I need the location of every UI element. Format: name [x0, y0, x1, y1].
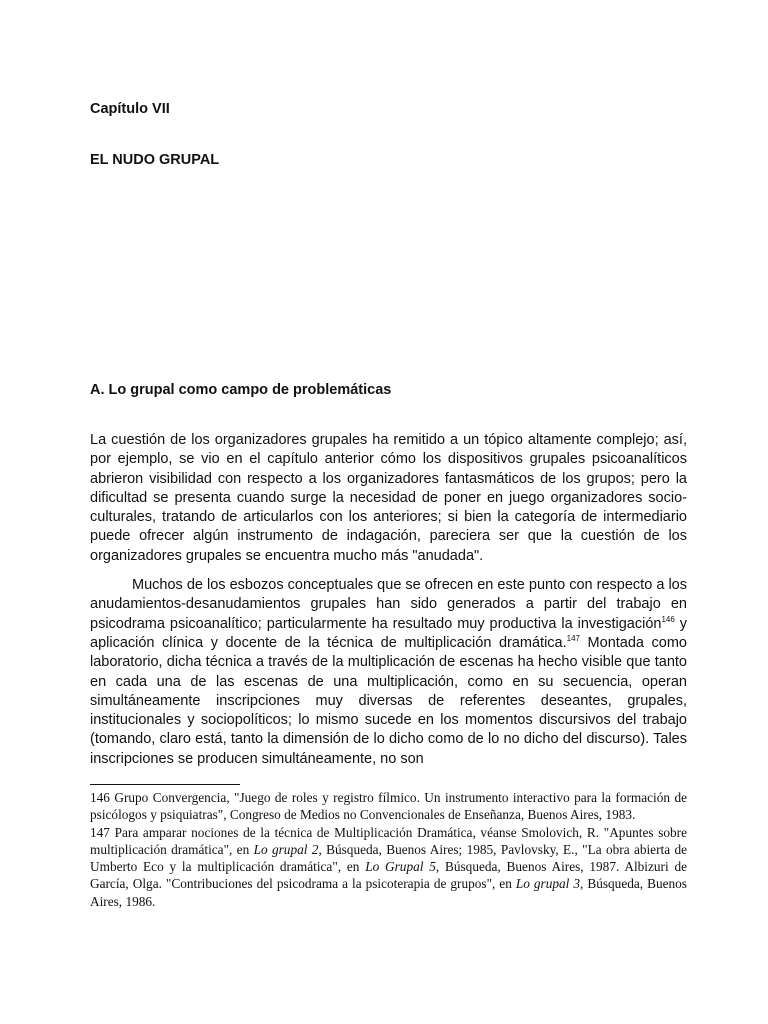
paragraph-2-part-3: Montada como laboratorio, dicha técnica a través de la multiplicación de escenas ha hecho visible que tanto en cada una de las escenas de una multiplicación, como en su secuencia, operan simultáneamente inscripciones muy diversas de referentes deseantes, grupales, institucionales y sociopolíticos; lo mismo sucede en los momentos discursivos del trabajo (tomando, claro está, tanto la dimensión de lo dicho como de lo no dicho del discurso). Tales inscripciones se producen simultáneamente, no son	[90, 634, 687, 767]
body-text	[90, 431, 687, 769]
footnote-147-text-3: , Búsqueda, Buenos Aires, 1987. Albizuri de García, Olga. "Contribuciones del psicodrama a la psicoterapia de grupos", en	[90, 859, 687, 892]
footnote-ref-147[interactable]: 147	[566, 633, 580, 643]
footnote-147-title-2: Lo Grupal 5	[365, 859, 436, 875]
paragraph-1: La cuestión de los organizadores grupales ha remitido a un tópico altamente complejo; así, por ejemplo, se vio en el capítulo anterior cómo los dispositivos grupales psicoanalíticos abrieron visibilidad con respecto a los organizadores fantasmáticos de los grupos; pero la dificultad se presenta cuando surge la necesidad de poner en juego organizadores socio-culturales, tratando de articularlos con los anteriores; si bien la categoría de intermediario puede ofrecer algún instrumento de indagación, pareciera ser que la cuestión de los organizadores grupales se encuentra mucho más "anudada".	[90, 432, 687, 564]
footnote-ref-146[interactable]: 146	[661, 614, 675, 624]
section-heading: A. Lo grupal como campo de problemáticas	[90, 382, 392, 398]
footnote-147-text-2: , Búsqueda, Buenos Aires; 1985, Pavlovsky, E., "La obra abierta de Umberto Eco y la multiplicación dramática", en	[90, 841, 688, 875]
paragraph-2	[90, 576, 687, 769]
footnote-divider	[90, 784, 240, 785]
footnote-147-title-1: Lo grupal 2	[253, 841, 319, 857]
footnote-147-text-4: , Búsqueda, Buenos Aires, 1986.	[90, 876, 687, 909]
footnotes	[90, 789, 687, 910]
chapter-title: EL NUDO GRUPAL	[90, 152, 220, 168]
footnote-147-text-1: 147 Para amparar nociones de la técnica de Multiplicación Dramática, véanse Smolovich, R. "Apuntes sobre multiplicación dramática", en	[90, 824, 687, 857]
paragraph-2-part-1: Muchos de los esbozos conceptuales que se ofrecen en este punto con respecto a los anudamientos-desanudamientos grupales han sido generados a partir del trabajo en psicodrama psicoanalítico; particularmente ha resultado muy productiva la investigación	[90, 577, 687, 632]
paragraph-2-part-2: y aplicación clínica y docente de la técnica de multiplicación dramática.	[90, 615, 687, 651]
footnote-146: 146 Grupo Convergencia, "Juego de roles y registro fílmico. Un instrumento interactivo para la formación de psicólogos y psiquiatras", Congreso de Medios no Convencionales de Enseñanza, Buenos Aires, 1983.	[90, 790, 687, 823]
chapter-label: Capítulo VII	[90, 101, 170, 117]
footnote-147-title-3: Lo grupal 3	[515, 876, 581, 892]
footnote-147	[90, 824, 687, 910]
